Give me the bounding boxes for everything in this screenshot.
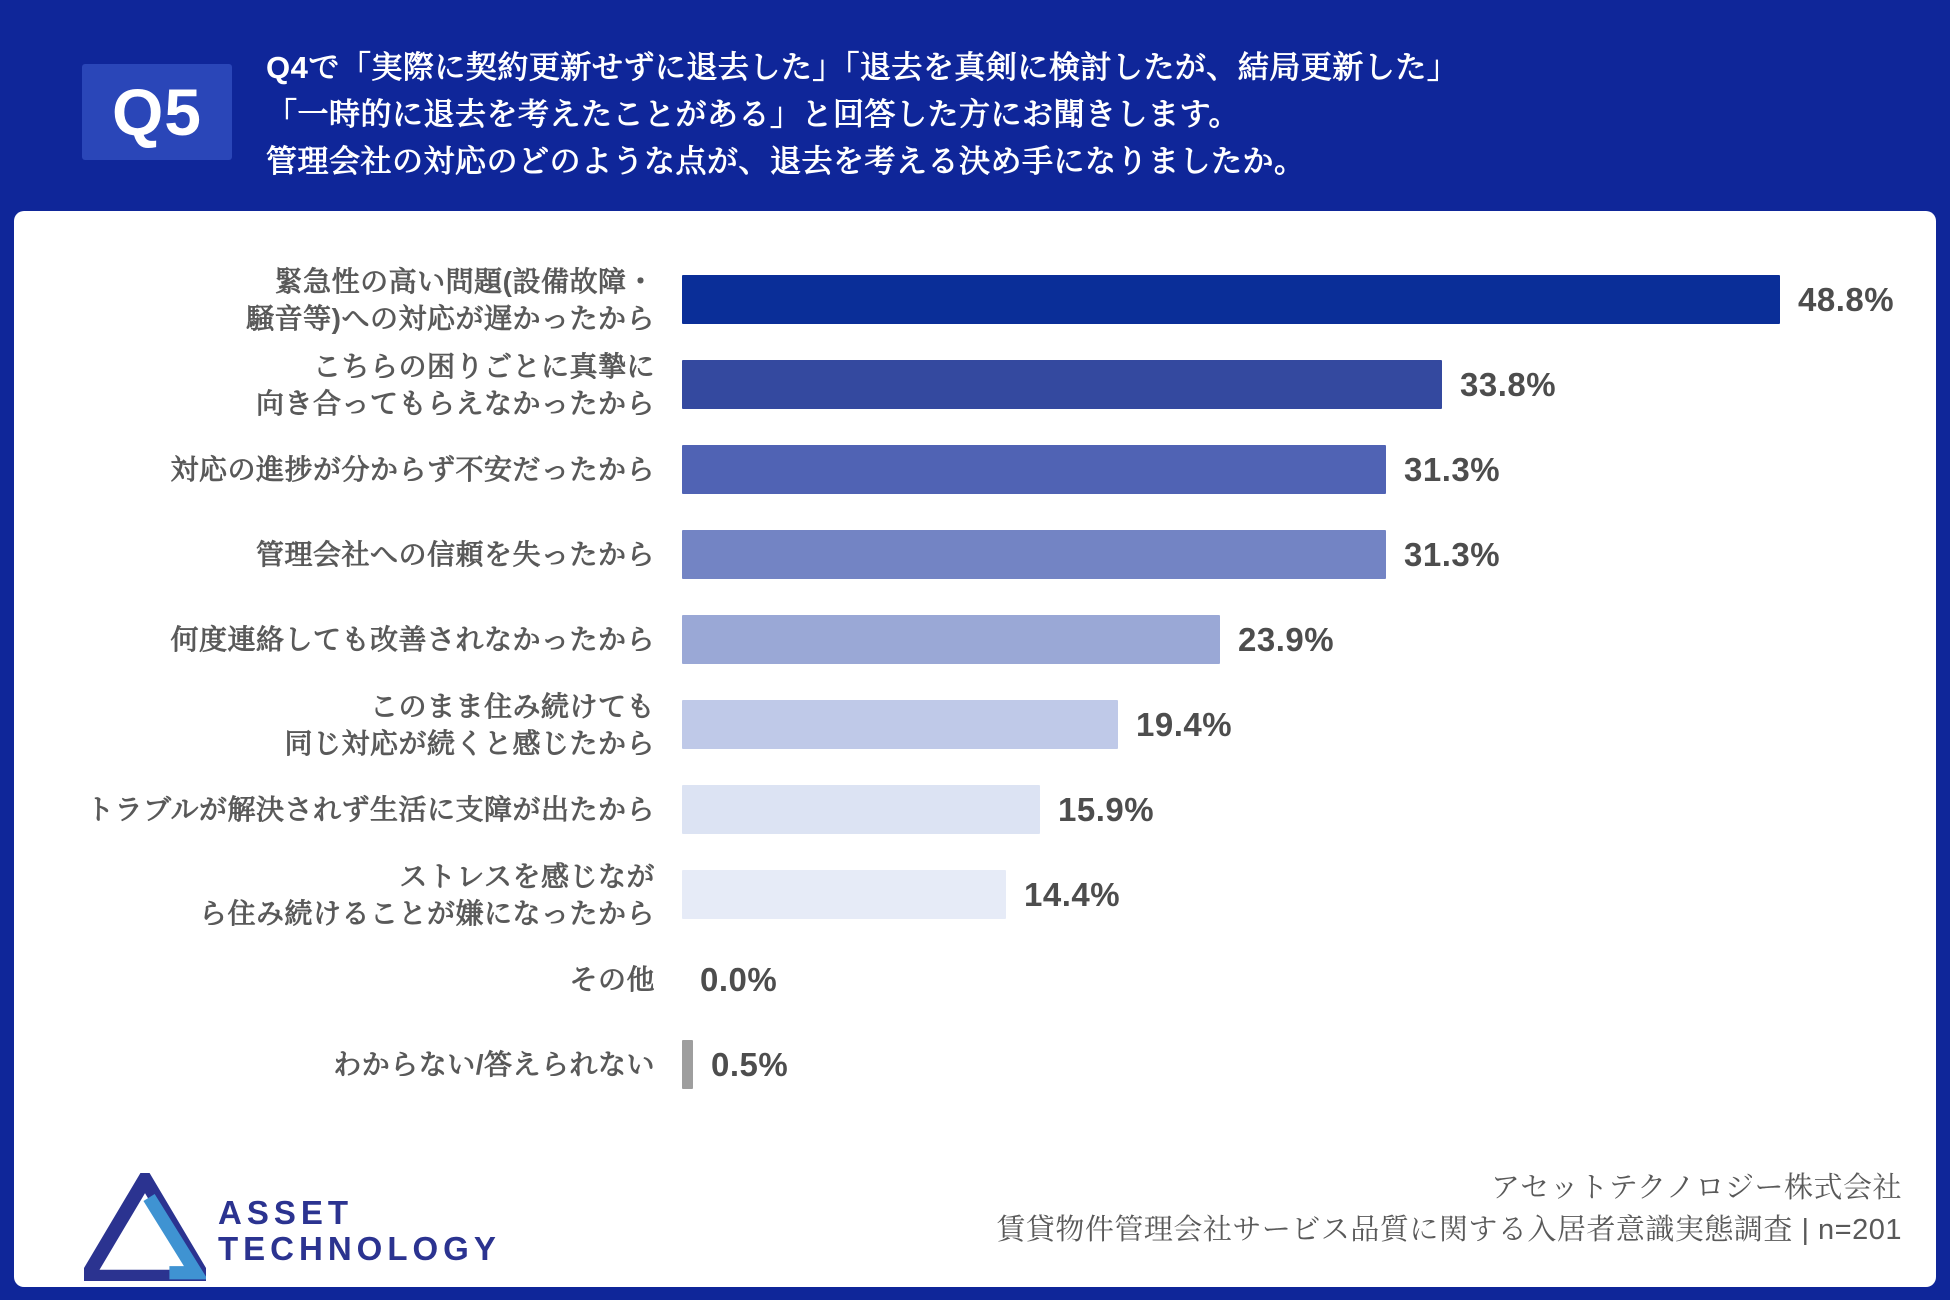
value-label: 0.5% <box>711 1045 789 1083</box>
value-label: 14.4% <box>1024 875 1121 913</box>
chart-row <box>14 512 1936 597</box>
asset-technology-triangle-icon <box>84 1173 206 1281</box>
value-label: 33.8% <box>1460 365 1557 403</box>
chart-row <box>14 852 1936 937</box>
value-label: 15.9% <box>1058 790 1155 828</box>
bar-zone <box>682 700 1232 749</box>
category-label: このまま住み続けても 同じ対応が続くと感じたから <box>284 690 655 759</box>
company-logo <box>84 1173 501 1281</box>
bar-chart <box>14 257 1936 1107</box>
chart-row <box>14 257 1936 342</box>
category-label: ストレスを感じなが ら住み続けることが嫌になったから <box>198 860 655 929</box>
bar-zone <box>682 445 1500 494</box>
question-line-1: Q4で「実際に契約更新せずに退去した」「退去を真剣に検討したが、結局更新した」 <box>266 50 1459 85</box>
category-label: その他 <box>569 964 655 995</box>
logo-word-technology: TECHNOLOGY <box>218 1230 501 1267</box>
question-line-3: 管理会社の対応のどのような点が、退去を考える決め手になりましたか。 <box>266 144 1306 179</box>
category-label: わからない/答えられない <box>333 1049 655 1080</box>
bar-zone <box>682 961 777 999</box>
bar <box>682 530 1386 579</box>
question-number: Q5 <box>111 75 203 149</box>
bar <box>682 700 1118 749</box>
bar <box>682 360 1442 409</box>
value-label: 23.9% <box>1238 620 1335 658</box>
category-label: 対応の進捗が分からず不安だったから <box>170 454 655 485</box>
bar-zone <box>682 870 1120 919</box>
value-label: 0.0% <box>700 960 778 998</box>
survey-source <box>996 1167 1902 1251</box>
chart-row <box>14 767 1936 852</box>
source-company: アセットテクノロジー株式会社 <box>1491 1172 1902 1204</box>
chart-row <box>14 597 1936 682</box>
chart-card <box>14 211 1936 1287</box>
value-label: 31.3% <box>1404 535 1501 573</box>
value-label: 48.8% <box>1798 280 1895 318</box>
bar-zone <box>682 530 1500 579</box>
value-label: 19.4% <box>1136 705 1233 743</box>
category-label: トラブルが解決されず生活に支障が出たから <box>86 794 655 825</box>
category-label: こちらの困りごとに真摯に 向き合ってもらえなかったから <box>255 350 655 419</box>
bar-zone <box>682 275 1894 324</box>
bar <box>682 1040 693 1089</box>
bar <box>682 615 1220 664</box>
chart-row <box>14 342 1936 427</box>
source-survey-title: 賃貸物件管理会社サービス品質に関する入居者意識実態調査 | n=201 <box>996 1214 1902 1246</box>
company-logo-text <box>218 1195 501 1281</box>
bar-zone <box>682 615 1334 664</box>
value-label: 31.3% <box>1404 450 1501 488</box>
category-label: 管理会社への信頼を失ったから <box>255 539 655 570</box>
chart-row <box>14 937 1936 1022</box>
chart-row <box>14 682 1936 767</box>
chart-row <box>14 427 1936 512</box>
logo-word-asset: ASSET <box>218 1194 354 1231</box>
question-text <box>266 44 1826 185</box>
bar-zone <box>682 360 1556 409</box>
chart-row <box>14 1022 1936 1107</box>
question-line-2: 「一時的に退去を考えたことがある」と回答した方にお聞きします。 <box>266 97 1241 132</box>
category-label: 何度連絡しても改善されなかったから <box>170 624 655 655</box>
bar <box>682 275 1780 324</box>
bar-zone <box>682 785 1154 834</box>
bar <box>682 870 1006 919</box>
question-number-badge <box>82 64 232 160</box>
bar-zone <box>682 1040 788 1089</box>
bar <box>682 785 1040 834</box>
category-label: 緊急性の高い問題(設備故障・ 騒音等)への対応が遅かったから <box>246 265 655 334</box>
bar <box>682 445 1386 494</box>
